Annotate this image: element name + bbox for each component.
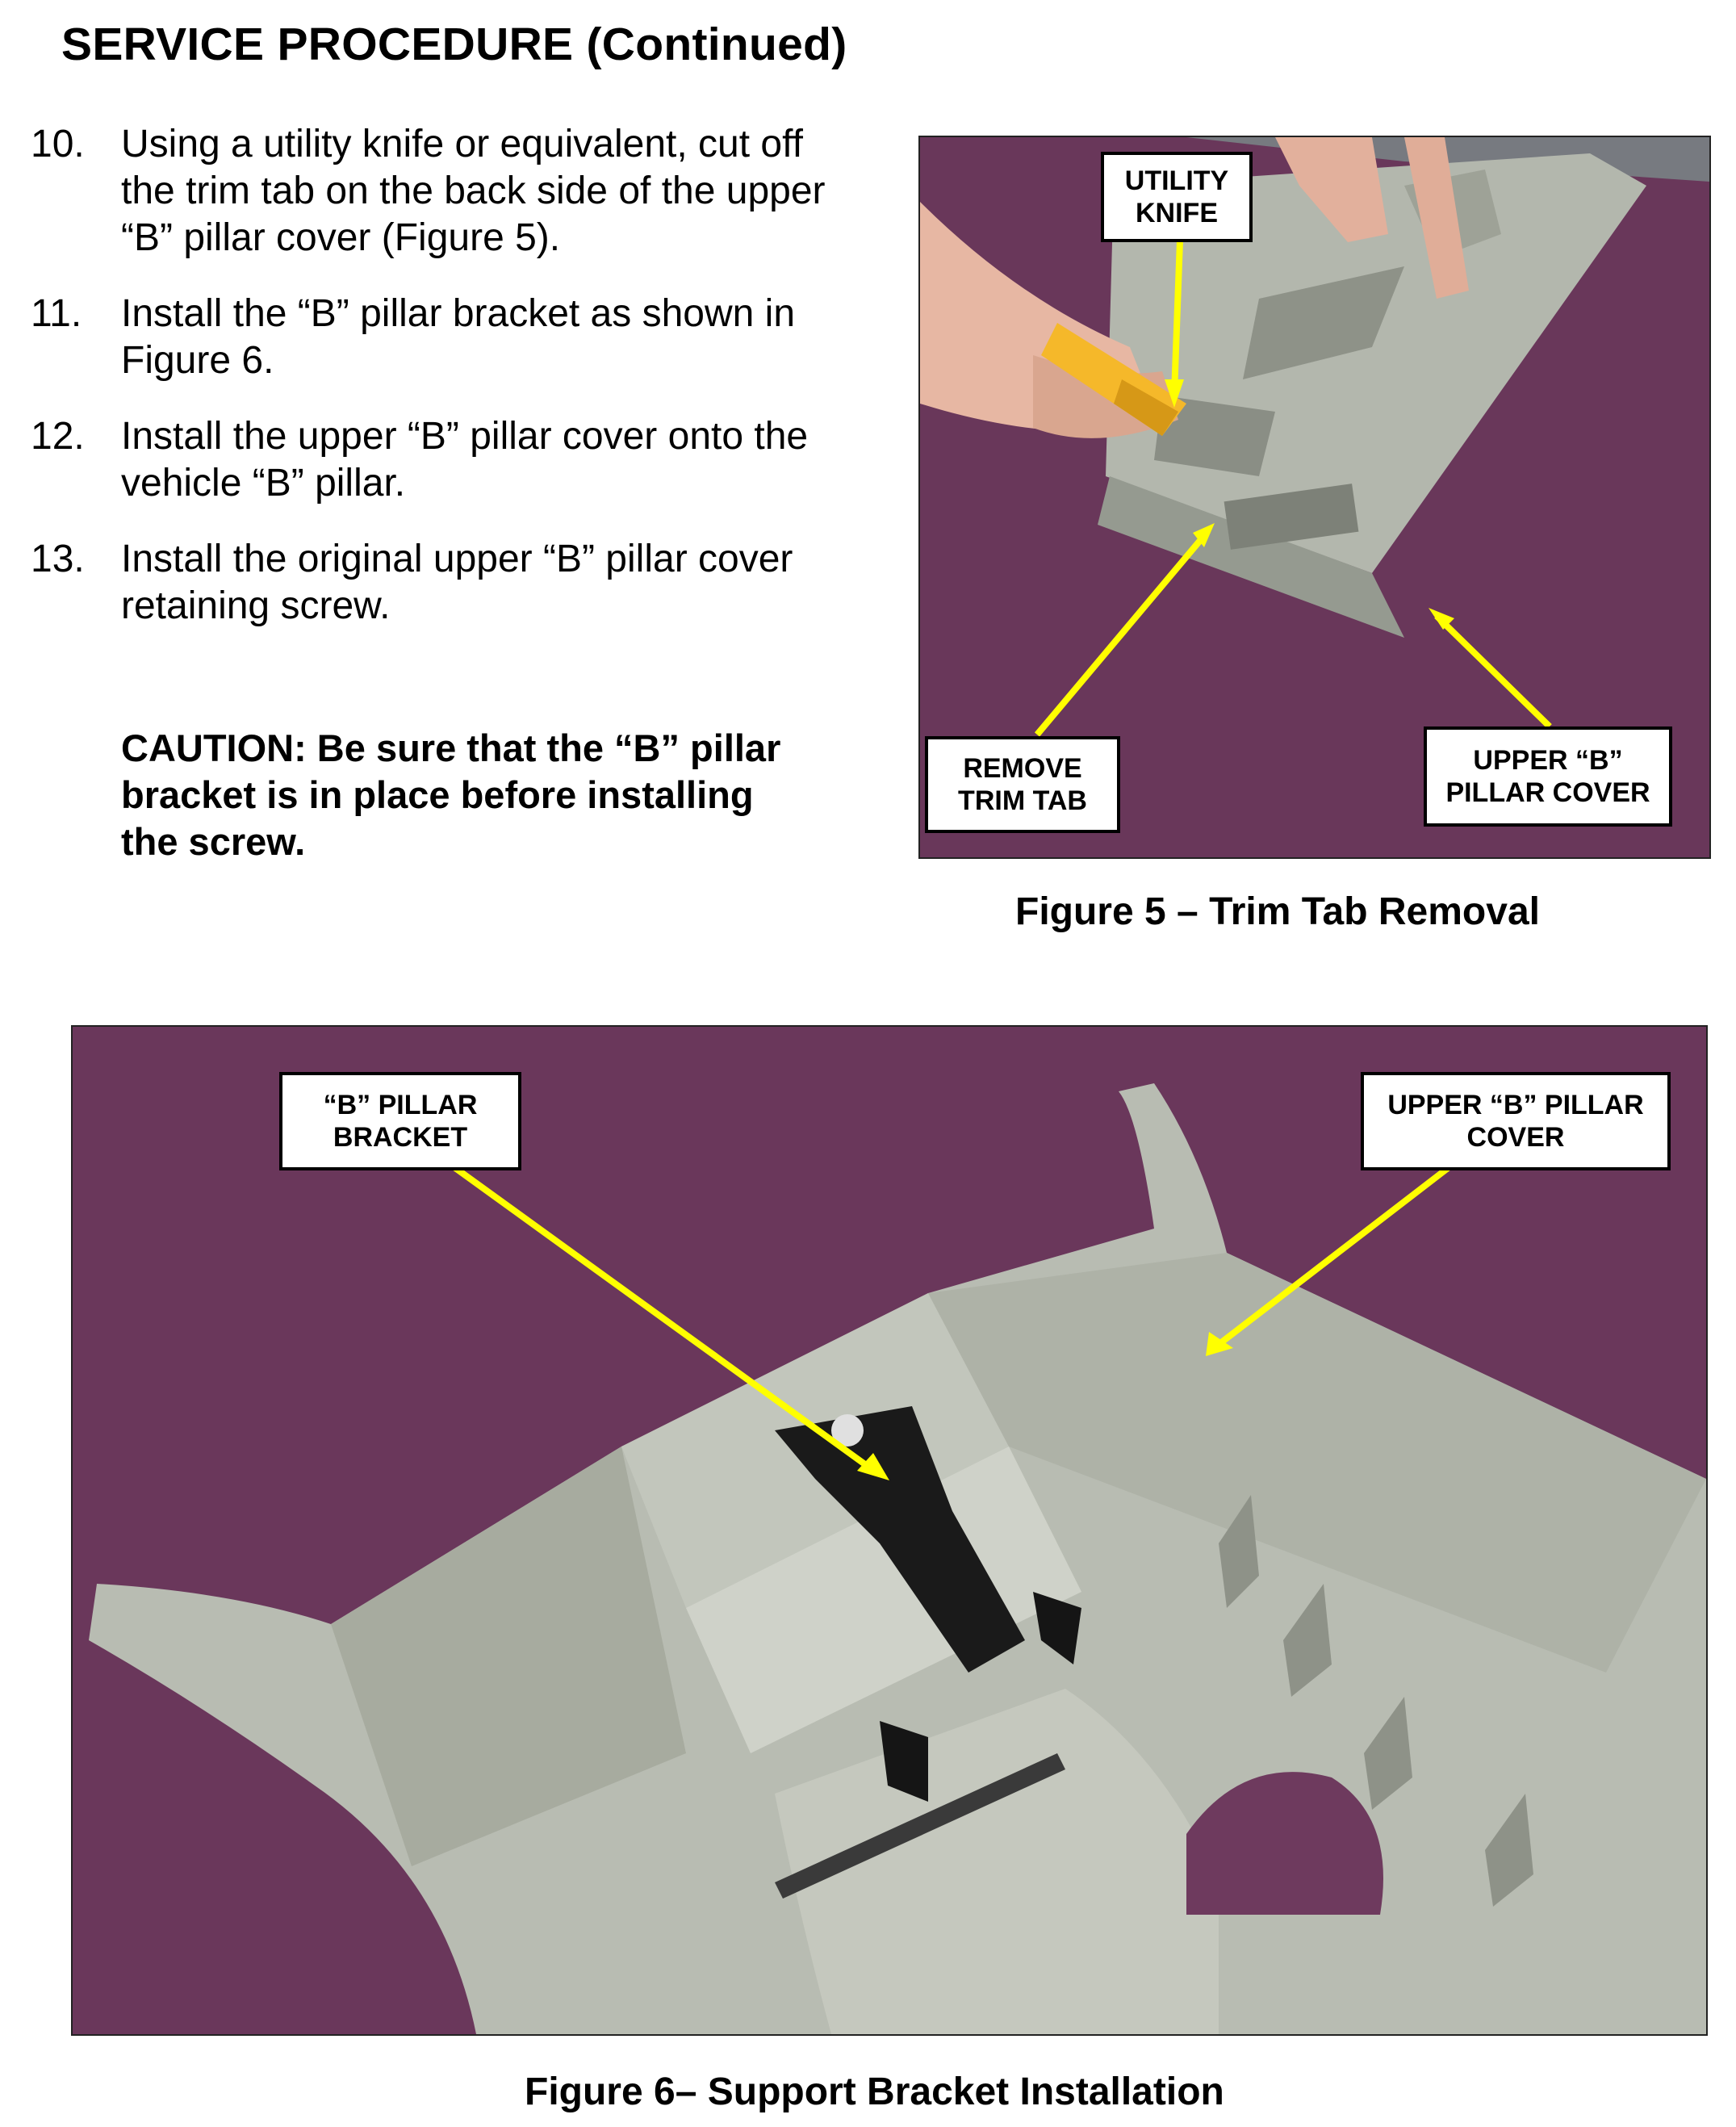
caution-line: bracket is in place before installing bbox=[121, 773, 754, 816]
step-number: 13. bbox=[31, 538, 85, 580]
step-line: Install the upper “B” pillar cover onto the bbox=[121, 415, 809, 458]
upper-b-pillar-cover-label-6: UPPER “B” PILLAR COVER bbox=[1361, 1072, 1671, 1170]
utility-knife-label: UTILITY KNIFE bbox=[1101, 152, 1253, 242]
step-line: Using a utility knife or equivalent, cut off bbox=[121, 123, 803, 165]
figure-6-caption: Figure 6– Support Bracket Installation bbox=[525, 2070, 1224, 2113]
procedure-steps bbox=[31, 121, 870, 659]
remove-trim-tab-label: REMOVE TRIM TAB bbox=[925, 736, 1120, 833]
caution-note bbox=[121, 725, 872, 865]
b-pillar-bracket-label: “B” PILLAR BRACKET bbox=[279, 1072, 521, 1170]
upper-b-pillar-cover-label: UPPER “B” PILLAR COVER bbox=[1424, 726, 1672, 827]
b-pillar-bracket-arrow bbox=[452, 1166, 872, 1469]
step-10 bbox=[31, 121, 870, 262]
step-line: Install the “B” pillar bracket as shown in bbox=[121, 292, 796, 335]
caution-line: CAUTION: Be sure that the “B” pillar bbox=[121, 726, 781, 769]
figure-5-caption: Figure 5 – Trim Tab Removal bbox=[1015, 890, 1540, 933]
figure-6-arrows bbox=[73, 1027, 1706, 2034]
step-13 bbox=[31, 536, 870, 630]
step-number: 10. bbox=[31, 123, 85, 165]
figure-6-photo bbox=[71, 1025, 1708, 2036]
step-number: 11. bbox=[31, 292, 82, 335]
arrowhead bbox=[1165, 379, 1184, 408]
upper-b-pillar-cover-arrow bbox=[1437, 616, 1550, 726]
arrowhead bbox=[857, 1453, 889, 1480]
step-number: 12. bbox=[31, 415, 85, 458]
upper-b-pillar-cover-arrow-6 bbox=[1220, 1166, 1451, 1343]
page-title: SERVICE PROCEDURE (Continued) bbox=[61, 19, 847, 70]
step-11 bbox=[31, 291, 870, 384]
figure-5-photo bbox=[918, 136, 1711, 859]
caution-line: the screw. bbox=[121, 820, 306, 863]
step-line: vehicle “B” pillar. bbox=[121, 462, 406, 505]
utility-knife-arrow bbox=[1174, 241, 1180, 394]
step-line: Install the original upper “B” pillar cover bbox=[121, 538, 793, 580]
step-line: retaining screw. bbox=[121, 584, 391, 627]
step-line: Figure 6. bbox=[121, 339, 274, 382]
remove-trim-tab-arrow bbox=[1037, 533, 1207, 735]
step-12 bbox=[31, 413, 870, 507]
step-line: “B” pillar cover (Figure 5). bbox=[121, 216, 561, 259]
step-line: the trim tab on the back side of the upper bbox=[121, 170, 826, 212]
